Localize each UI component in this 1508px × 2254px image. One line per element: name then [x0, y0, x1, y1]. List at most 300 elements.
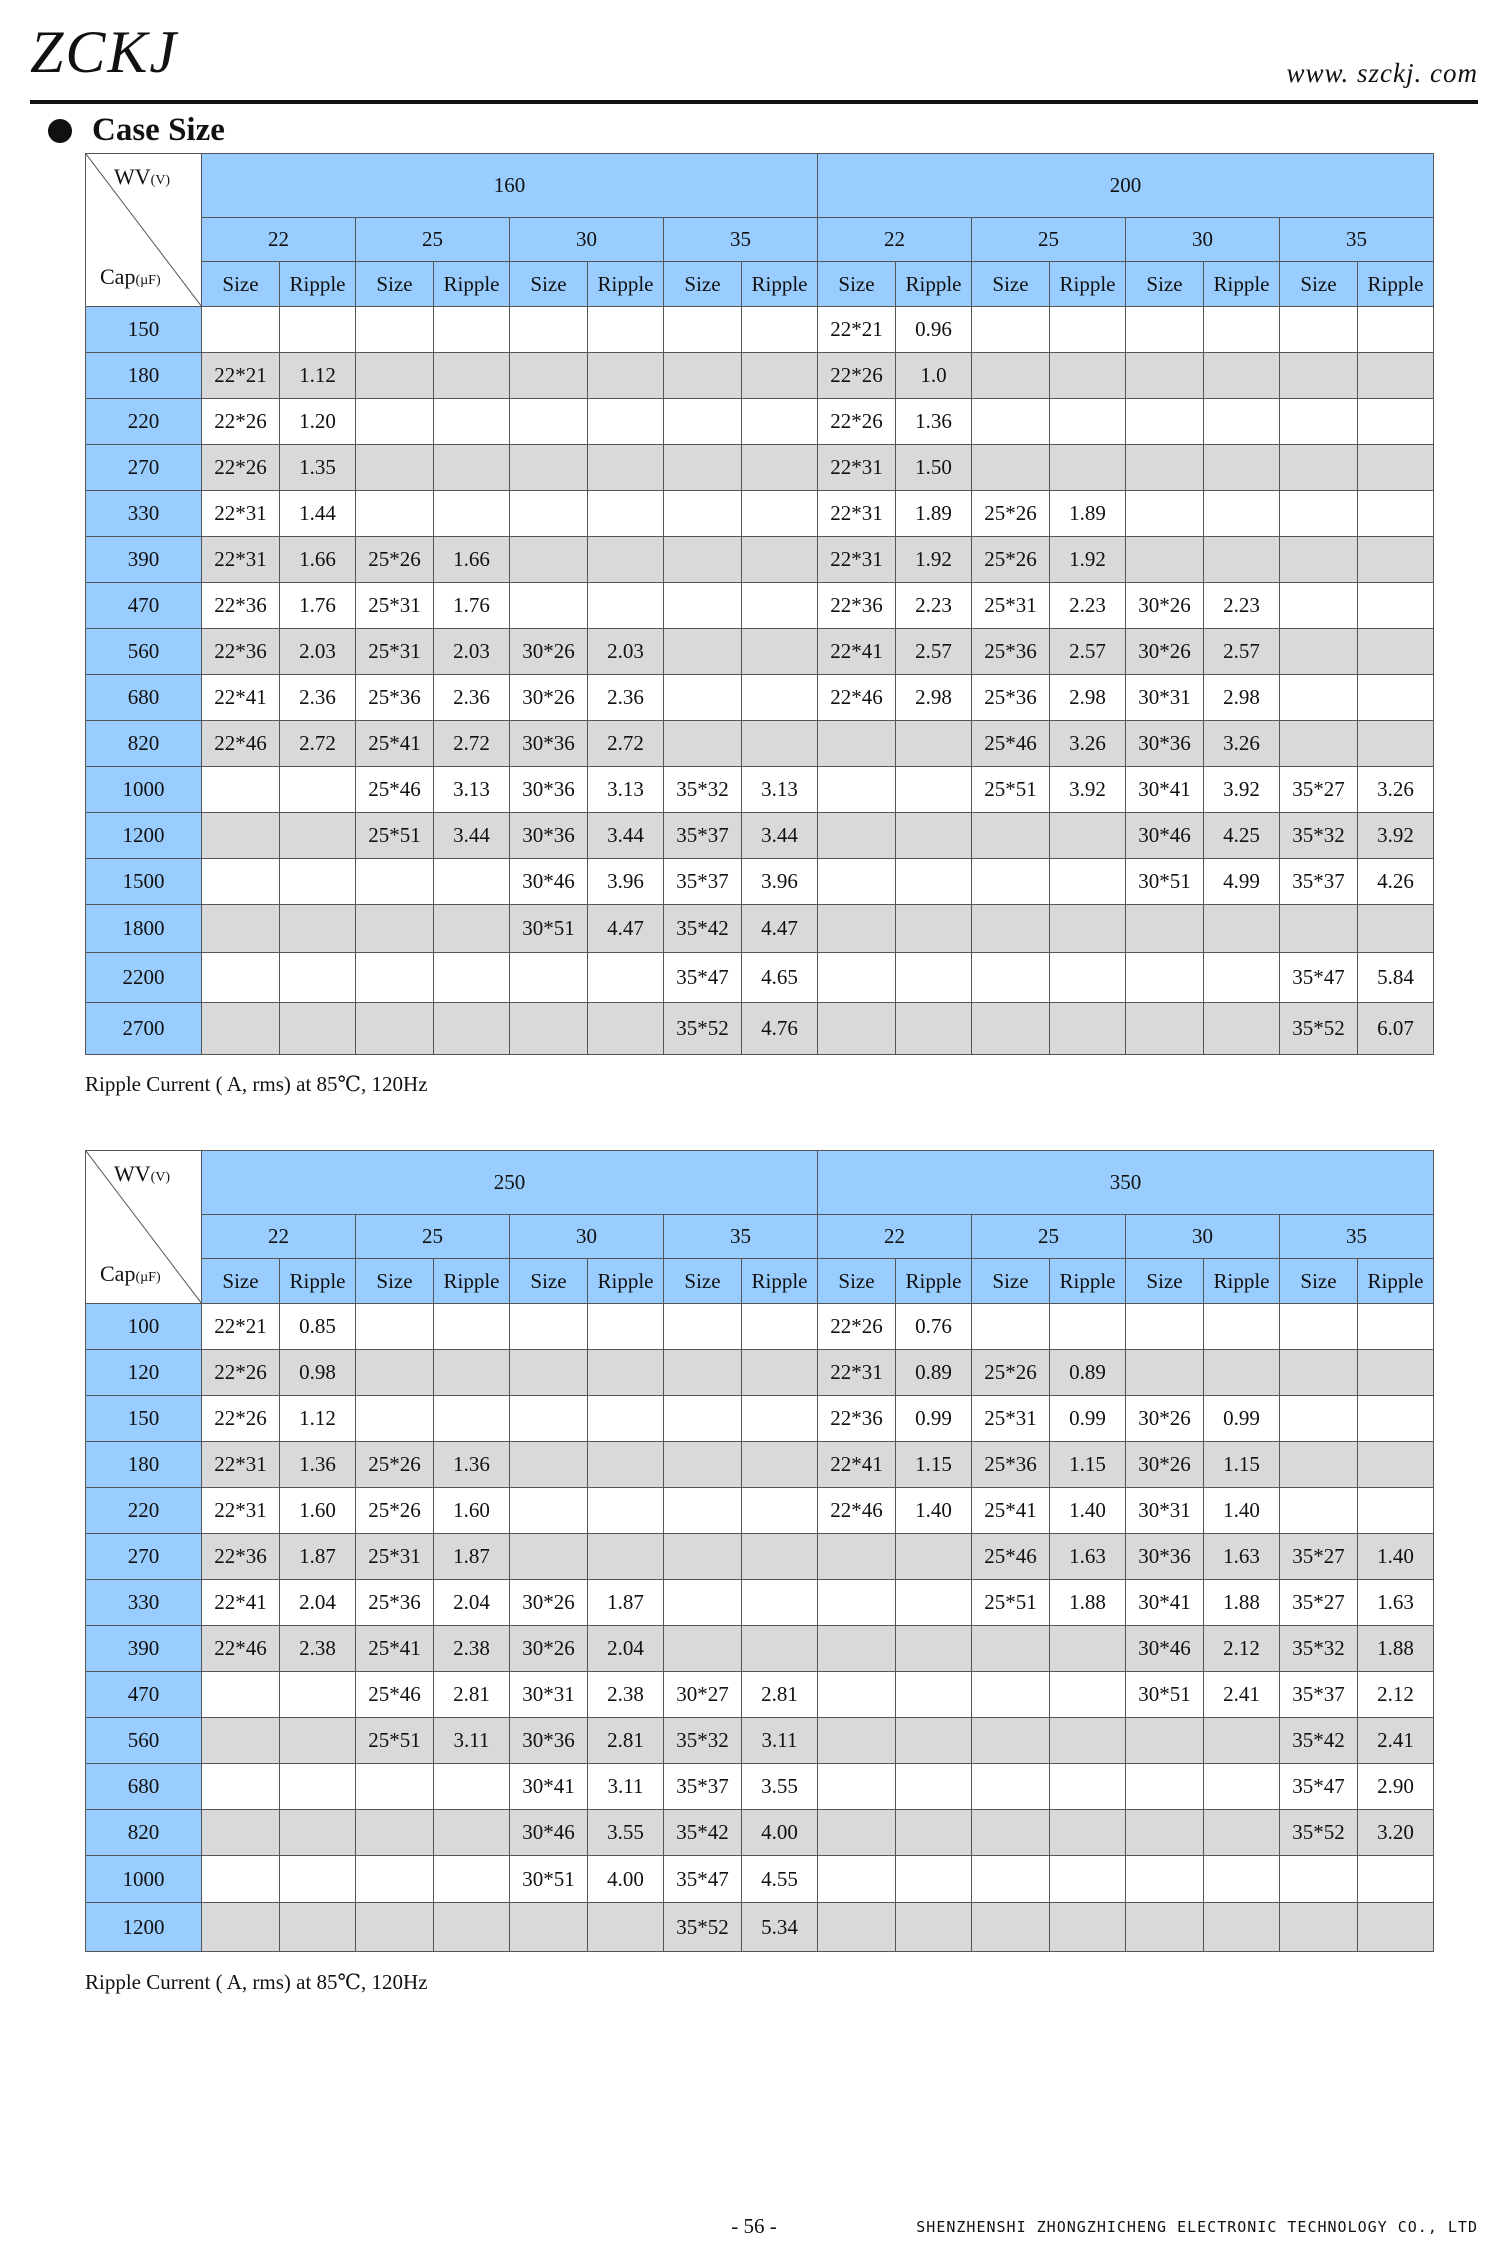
size-cell	[664, 1396, 742, 1442]
table-row	[86, 1764, 1434, 1810]
size-cell	[510, 1903, 588, 1952]
size-cell	[972, 1856, 1050, 1903]
size-cell: 22*26	[818, 1304, 896, 1350]
ripple-cell: 3.44	[742, 813, 818, 859]
column-label-row	[86, 1259, 1434, 1304]
size-cell	[202, 1764, 280, 1810]
table-row	[86, 1534, 1434, 1580]
ripple-cell	[280, 1672, 356, 1718]
size-cell	[664, 445, 742, 491]
size-cell	[818, 905, 896, 953]
size-cell: 25*41	[356, 721, 434, 767]
table-row	[86, 399, 1434, 445]
size-cell: 22*26	[202, 445, 280, 491]
ripple-cell: 3.11	[434, 1718, 510, 1764]
size-cell	[356, 1903, 434, 1952]
ripple-cell	[434, 1396, 510, 1442]
ripple-cell: 2.90	[1358, 1764, 1434, 1810]
ripple-cell	[742, 537, 818, 583]
size-cell: 22*41	[202, 675, 280, 721]
size-cell	[818, 813, 896, 859]
ripple-cell: 0.89	[1050, 1350, 1126, 1396]
size-cell	[202, 905, 280, 953]
corner-cell	[86, 154, 202, 307]
ripple-cell: 1.92	[1050, 537, 1126, 583]
size-cell: 22*31	[202, 537, 280, 583]
size-cell: 30*31	[1126, 675, 1204, 721]
ripple-cell	[1204, 399, 1280, 445]
table-row	[86, 1488, 1434, 1534]
size-cell	[202, 1672, 280, 1718]
ripple-cell	[280, 1764, 356, 1810]
ripple-cell: 1.44	[280, 491, 356, 537]
ripple-cell: 2.04	[434, 1580, 510, 1626]
size-cell: 30*51	[1126, 1672, 1204, 1718]
ripple-cell: 1.15	[896, 1442, 972, 1488]
capacitance-cell: 560	[86, 1718, 202, 1764]
size-cell	[510, 583, 588, 629]
size-cell: 30*36	[510, 813, 588, 859]
table-row	[86, 491, 1434, 537]
ripple-cell: 3.96	[742, 859, 818, 905]
size-cell	[356, 1003, 434, 1055]
size-cell: 30*36	[1126, 721, 1204, 767]
ripple-cell	[1358, 1304, 1434, 1350]
size-cell: 30*27	[664, 1672, 742, 1718]
ripple-cell	[1358, 1442, 1434, 1488]
size-cell: 35*32	[664, 1718, 742, 1764]
ripple-col-label: Ripple	[896, 262, 972, 307]
ripple-cell: 2.03	[280, 629, 356, 675]
company-name: SHENZHENSHI ZHONGZHICHENG ELECTRONIC TECHNOLOGY CO., LTD	[916, 2218, 1478, 2236]
diameter-header: 35	[664, 1215, 818, 1259]
ripple-cell: 0.99	[1204, 1396, 1280, 1442]
size-cell: 22*26	[818, 353, 896, 399]
table-row	[86, 537, 1434, 583]
table-row	[86, 1304, 1434, 1350]
diameter-header: 35	[1280, 1215, 1434, 1259]
ripple-cell	[1358, 1856, 1434, 1903]
size-cell: 22*31	[818, 1350, 896, 1396]
table-row	[86, 1442, 1434, 1488]
size-cell	[356, 307, 434, 353]
size-cell	[356, 1304, 434, 1350]
size-cell: 25*31	[972, 1396, 1050, 1442]
capacitance-cell: 150	[86, 1396, 202, 1442]
cap-text: Cap	[100, 264, 136, 289]
ripple-cell: 1.15	[1050, 1442, 1126, 1488]
diameter-header: 30	[1126, 218, 1280, 262]
size-cell	[356, 491, 434, 537]
ripple-cell: 4.25	[1204, 813, 1280, 859]
ripple-cell: 1.60	[280, 1488, 356, 1534]
ripple-cell: 3.92	[1358, 813, 1434, 859]
size-cell	[1280, 1856, 1358, 1903]
size-cell	[818, 1903, 896, 1952]
size-cell: 35*52	[1280, 1003, 1358, 1055]
table-row	[86, 813, 1434, 859]
size-cell	[202, 1856, 280, 1903]
ripple-cell	[434, 445, 510, 491]
size-cell: 30*51	[510, 905, 588, 953]
size-cell: 25*46	[356, 1672, 434, 1718]
ripple-cell	[1358, 537, 1434, 583]
size-cell	[510, 445, 588, 491]
size-cell: 25*26	[972, 491, 1050, 537]
ripple-cell	[280, 859, 356, 905]
ripple-cell	[1050, 399, 1126, 445]
ripple-cell: 4.00	[588, 1856, 664, 1903]
size-cell	[664, 537, 742, 583]
size-cell	[356, 1810, 434, 1856]
size-cell	[356, 953, 434, 1003]
ripple-note: Ripple Current ( A, rms) at 85℃, 120Hz	[85, 1970, 428, 1994]
ripple-cell	[434, 905, 510, 953]
ripple-cell: 2.38	[588, 1672, 664, 1718]
size-cell	[972, 859, 1050, 905]
corner-cell	[86, 1151, 202, 1304]
ripple-cell	[742, 1626, 818, 1672]
section-title: Case Size	[92, 112, 225, 148]
size-cell: 25*26	[972, 1350, 1050, 1396]
ripple-cell: 2.04	[588, 1626, 664, 1672]
size-col-label: Size	[972, 1259, 1050, 1304]
size-cell	[1126, 1304, 1204, 1350]
size-cell	[972, 813, 1050, 859]
ripple-cell: 2.98	[896, 675, 972, 721]
size-cell	[202, 1903, 280, 1952]
size-cell	[664, 491, 742, 537]
ripple-cell: 4.47	[588, 905, 664, 953]
size-cell	[972, 1764, 1050, 1810]
size-cell	[664, 721, 742, 767]
size-cell: 35*27	[1280, 1580, 1358, 1626]
ripple-note: Ripple Current ( A, rms) at 85℃, 120Hz	[85, 1072, 428, 1096]
capacitance-cell: 120	[86, 1350, 202, 1396]
ripple-cell: 1.89	[1050, 491, 1126, 537]
ripple-cell: 1.63	[1204, 1534, 1280, 1580]
size-cell: 22*21	[202, 1304, 280, 1350]
size-cell	[1126, 491, 1204, 537]
diameter-header: 30	[1126, 1215, 1280, 1259]
size-cell	[510, 1304, 588, 1350]
size-cell: 22*26	[202, 1396, 280, 1442]
size-cell: 22*36	[202, 1534, 280, 1580]
size-cell: 30*26	[510, 629, 588, 675]
ripple-cell	[1358, 583, 1434, 629]
ripple-cell	[742, 399, 818, 445]
size-cell: 25*26	[356, 1488, 434, 1534]
size-cell: 30*41	[1126, 1580, 1204, 1626]
capacitance-cell: 470	[86, 1672, 202, 1718]
size-cell: 22*31	[818, 491, 896, 537]
ripple-cell: 4.26	[1358, 859, 1434, 905]
ripple-cell: 2.57	[1050, 629, 1126, 675]
ripple-cell	[896, 1672, 972, 1718]
size-col-label: Size	[202, 262, 280, 307]
ripple-cell: 1.40	[1204, 1488, 1280, 1534]
size-cell	[510, 1350, 588, 1396]
table-row	[86, 953, 1434, 1003]
size-cell	[664, 353, 742, 399]
wv-label	[114, 164, 170, 190]
size-cell: 30*36	[510, 721, 588, 767]
ripple-cell	[280, 307, 356, 353]
size-cell: 22*31	[818, 445, 896, 491]
ripple-cell: 1.66	[280, 537, 356, 583]
size-col-label: Size	[356, 262, 434, 307]
ripple-col-label: Ripple	[280, 262, 356, 307]
ripple-cell	[1358, 445, 1434, 491]
size-cell	[664, 1442, 742, 1488]
size-cell: 22*26	[202, 399, 280, 445]
table-row	[86, 629, 1434, 675]
size-col-label: Size	[664, 262, 742, 307]
ripple-cell: 1.36	[280, 1442, 356, 1488]
ripple-cell	[588, 1396, 664, 1442]
ripple-cell	[1204, 1350, 1280, 1396]
ripple-cell	[1204, 537, 1280, 583]
ripple-cell	[1050, 1856, 1126, 1903]
ripple-cell	[1204, 1810, 1280, 1856]
capacitance-cell: 150	[86, 307, 202, 353]
size-cell	[510, 1534, 588, 1580]
ripple-cell	[1050, 1626, 1126, 1672]
capacitance-cell: 270	[86, 445, 202, 491]
size-cell	[1280, 1442, 1358, 1488]
ripple-cell: 2.12	[1358, 1672, 1434, 1718]
ripple-cell	[588, 1442, 664, 1488]
wv-label	[114, 1161, 170, 1187]
ripple-cell: 3.92	[1050, 767, 1126, 813]
ripple-cell: 3.44	[434, 813, 510, 859]
size-cell: 22*36	[202, 629, 280, 675]
ripple-cell	[742, 491, 818, 537]
ripple-cell: 2.23	[896, 583, 972, 629]
ripple-cell: 2.57	[1204, 629, 1280, 675]
ripple-col-label: Ripple	[1358, 262, 1434, 307]
capacitance-cell: 1000	[86, 1856, 202, 1903]
size-cell	[818, 1626, 896, 1672]
size-cell: 35*32	[1280, 813, 1358, 859]
ripple-col-label: Ripple	[1050, 1259, 1126, 1304]
ripple-cell: 2.41	[1204, 1672, 1280, 1718]
ripple-cell: 1.50	[896, 445, 972, 491]
size-cell	[664, 1534, 742, 1580]
ripple-cell	[280, 1003, 356, 1055]
voltage-header: 350	[818, 1151, 1434, 1215]
size-cell	[1126, 905, 1204, 953]
ripple-cell	[280, 1856, 356, 1903]
size-cell: 25*36	[972, 675, 1050, 721]
table-row	[86, 1626, 1434, 1672]
ripple-cell	[742, 1580, 818, 1626]
ripple-cell	[1358, 675, 1434, 721]
size-cell	[1280, 1396, 1358, 1442]
size-cell	[664, 629, 742, 675]
case-size-table-160-200	[85, 153, 1434, 1055]
ripple-cell	[1204, 445, 1280, 491]
ripple-cell	[1050, 1764, 1126, 1810]
ripple-cell: 2.36	[588, 675, 664, 721]
ripple-cell	[434, 1903, 510, 1952]
ripple-cell: 0.76	[896, 1304, 972, 1350]
size-cell	[664, 399, 742, 445]
size-cell	[356, 1856, 434, 1903]
capacitance-cell: 820	[86, 721, 202, 767]
ripple-cell	[1358, 1396, 1434, 1442]
size-cell: 35*47	[1280, 1764, 1358, 1810]
diameter-header: 25	[972, 1215, 1126, 1259]
size-cell: 30*36	[1126, 1534, 1204, 1580]
size-cell: 30*36	[510, 1718, 588, 1764]
size-cell: 25*36	[356, 1580, 434, 1626]
ripple-cell	[1050, 953, 1126, 1003]
size-cell	[972, 1003, 1050, 1055]
capacitance-cell: 820	[86, 1810, 202, 1856]
size-cell	[510, 307, 588, 353]
ripple-cell	[280, 905, 356, 953]
voltage-header-row	[86, 154, 1434, 218]
capacitance-cell: 680	[86, 1764, 202, 1810]
ripple-cell	[434, 1856, 510, 1903]
ripple-cell: 1.87	[434, 1534, 510, 1580]
ripple-cell	[588, 1903, 664, 1952]
ripple-cell	[742, 1488, 818, 1534]
size-cell: 35*52	[664, 1003, 742, 1055]
table-row	[86, 445, 1434, 491]
table-row	[86, 1003, 1434, 1055]
size-cell: 25*26	[356, 537, 434, 583]
ripple-cell	[1050, 445, 1126, 491]
size-cell	[972, 1718, 1050, 1764]
size-cell: 35*27	[1280, 1534, 1358, 1580]
ripple-cell	[1204, 1764, 1280, 1810]
size-cell	[1126, 445, 1204, 491]
ripple-col-label: Ripple	[434, 262, 510, 307]
size-col-label: Size	[510, 1259, 588, 1304]
size-cell	[664, 1304, 742, 1350]
size-cell	[1280, 1903, 1358, 1952]
ripple-cell	[1358, 1488, 1434, 1534]
ripple-cell	[434, 1003, 510, 1055]
diameter-header: 22	[202, 218, 356, 262]
capacitance-cell: 180	[86, 353, 202, 399]
ripple-cell: 1.87	[588, 1580, 664, 1626]
ripple-cell	[1204, 1903, 1280, 1952]
size-col-label: Size	[972, 262, 1050, 307]
ripple-cell	[896, 1534, 972, 1580]
ripple-col-label: Ripple	[280, 1259, 356, 1304]
size-cell: 25*41	[972, 1488, 1050, 1534]
size-cell	[664, 675, 742, 721]
ripple-cell: 1.12	[280, 1396, 356, 1442]
size-cell	[1280, 353, 1358, 399]
bullet-icon	[48, 119, 72, 143]
ripple-cell: 0.99	[896, 1396, 972, 1442]
website-url: www. szckj. com	[1286, 58, 1478, 88]
ripple-cell: 4.76	[742, 1003, 818, 1055]
ripple-cell	[1050, 1672, 1126, 1718]
size-cell: 35*52	[664, 1903, 742, 1952]
ripple-col-label: Ripple	[588, 1259, 664, 1304]
ripple-cell: 4.00	[742, 1810, 818, 1856]
size-cell	[510, 537, 588, 583]
table-row	[86, 1580, 1434, 1626]
size-cell	[1126, 353, 1204, 399]
table-row	[86, 767, 1434, 813]
ripple-cell	[1204, 1856, 1280, 1903]
size-cell: 30*51	[510, 1856, 588, 1903]
ripple-cell	[434, 1810, 510, 1856]
ripple-cell	[896, 813, 972, 859]
size-cell	[1280, 905, 1358, 953]
size-cell	[510, 1442, 588, 1488]
size-cell	[202, 307, 280, 353]
ripple-cell: 3.13	[588, 767, 664, 813]
size-cell	[818, 1856, 896, 1903]
size-cell: 30*26	[1126, 629, 1204, 675]
ripple-col-label: Ripple	[742, 262, 818, 307]
ripple-cell	[896, 1626, 972, 1672]
size-cell: 25*51	[356, 1718, 434, 1764]
capacitance-cell: 390	[86, 537, 202, 583]
size-cell	[972, 1672, 1050, 1718]
ripple-cell: 2.98	[1204, 675, 1280, 721]
ripple-cell: 2.41	[1358, 1718, 1434, 1764]
table-row	[86, 1350, 1434, 1396]
capacitance-cell: 1800	[86, 905, 202, 953]
ripple-cell	[1358, 905, 1434, 953]
ripple-cell	[588, 583, 664, 629]
capacitance-cell: 560	[86, 629, 202, 675]
ripple-cell	[1050, 307, 1126, 353]
size-cell	[1126, 1350, 1204, 1396]
size-cell	[1126, 1718, 1204, 1764]
table-row	[86, 1856, 1434, 1903]
size-cell: 30*46	[1126, 1626, 1204, 1672]
ripple-cell	[280, 1718, 356, 1764]
size-cell	[818, 1580, 896, 1626]
ripple-cell: 1.60	[434, 1488, 510, 1534]
size-cell	[202, 1810, 280, 1856]
size-cell: 22*26	[202, 1350, 280, 1396]
size-cell: 25*51	[972, 767, 1050, 813]
table-row	[86, 1396, 1434, 1442]
size-cell: 30*51	[1126, 859, 1204, 905]
ripple-cell	[742, 445, 818, 491]
ripple-cell	[280, 813, 356, 859]
capacitance-cell: 180	[86, 1442, 202, 1488]
ripple-cell: 2.81	[588, 1718, 664, 1764]
size-cell: 30*36	[510, 767, 588, 813]
ripple-cell: 1.35	[280, 445, 356, 491]
table-row	[86, 905, 1434, 953]
ripple-cell: 0.98	[280, 1350, 356, 1396]
ripple-cell	[742, 353, 818, 399]
diameter-header: 30	[510, 218, 664, 262]
ripple-cell: 1.40	[1050, 1488, 1126, 1534]
ripple-cell: 4.99	[1204, 859, 1280, 905]
size-cell: 25*36	[972, 1442, 1050, 1488]
size-cell	[664, 583, 742, 629]
diameter-header: 25	[972, 218, 1126, 262]
ripple-cell	[896, 953, 972, 1003]
ripple-cell	[280, 953, 356, 1003]
ripple-col-label: Ripple	[434, 1259, 510, 1304]
ripple-cell: 1.88	[1050, 1580, 1126, 1626]
diameter-header: 22	[818, 1215, 972, 1259]
